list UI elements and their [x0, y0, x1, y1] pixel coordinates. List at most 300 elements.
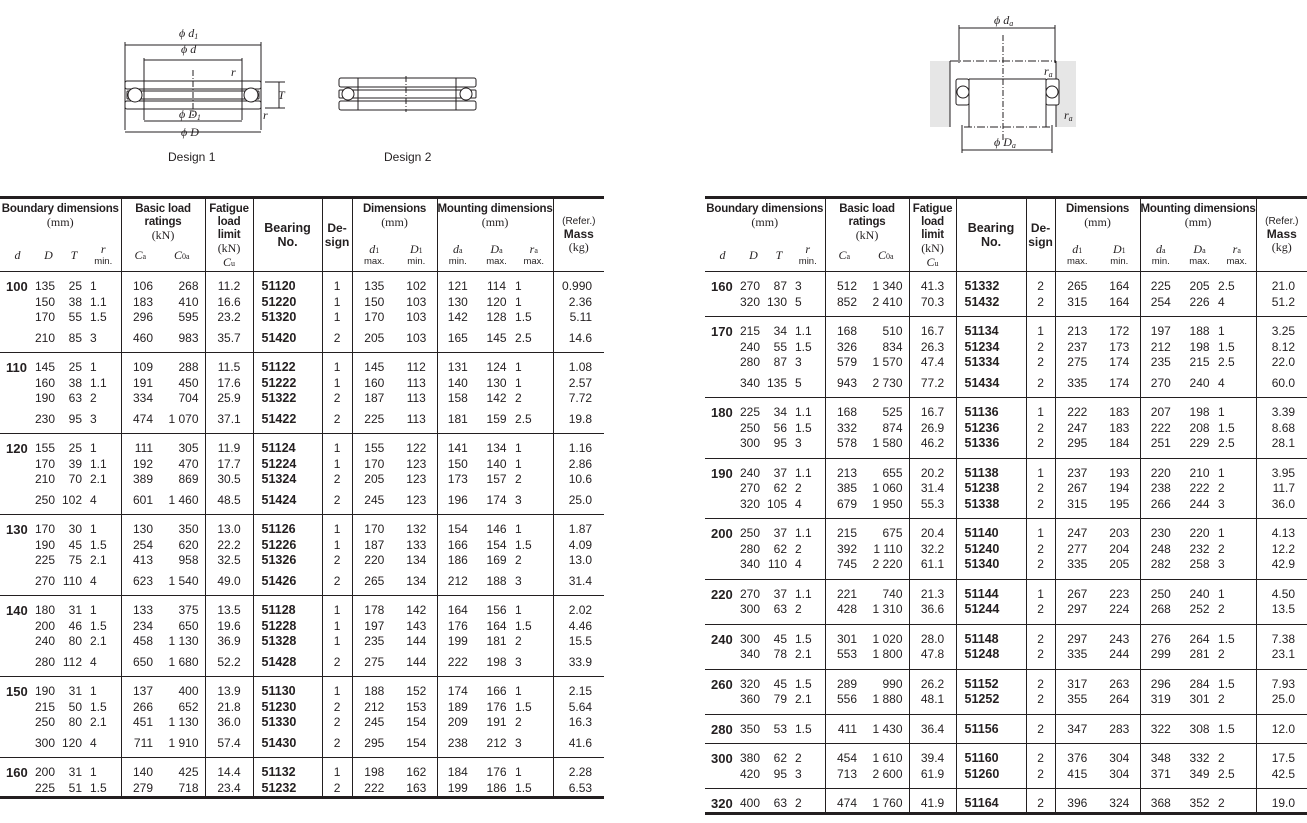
cell-da: 142 — [447, 310, 468, 324]
header-ra-sub: a — [534, 246, 538, 255]
cell-design: 2 — [322, 569, 352, 596]
cell-C0a: 1 760 — [863, 789, 909, 814]
cell-d: 120 — [6, 441, 28, 456]
cell-C0a: 425 — [159, 758, 205, 781]
cell-D1: 164 — [1099, 295, 1140, 317]
cell-Cu: 57.4 — [205, 731, 253, 758]
cell-Ca: 215 — [837, 526, 858, 540]
cell-Cu: 13.9 — [205, 677, 253, 700]
cell-Da: 229 — [1181, 436, 1218, 458]
cell-mass: 13.0 — [568, 553, 593, 567]
cell-design: 2 — [1026, 669, 1055, 692]
cell-mass: 7.72 — [568, 391, 593, 405]
table-row — [705, 519, 1307, 542]
cell-mass: 51.2 — [1256, 295, 1307, 317]
cell-T: 62 — [773, 481, 787, 495]
cell-ra: 2 — [1218, 481, 1256, 497]
header-mounting: Mounting dimensions — [1140, 203, 1256, 215]
cell-bearing-no: 51430 — [253, 731, 322, 758]
cell-d: 160 — [711, 279, 733, 294]
cell-d — [0, 488, 35, 515]
d-label: ϕ d — [181, 42, 197, 56]
cell-C0a: 1 570 — [863, 355, 909, 371]
cell-T: 31 — [68, 684, 82, 698]
cell-D1: 205 — [1099, 557, 1140, 579]
cell-bearing-no: 51336 — [956, 436, 1026, 458]
cell-D1: 154 — [396, 731, 437, 758]
cell-design: 1 — [322, 376, 352, 392]
cell-D1: 204 — [1099, 542, 1140, 558]
cell-T: 70 — [68, 472, 82, 486]
cell-mass: 19.8 — [553, 407, 604, 434]
cell-design: 1 — [322, 596, 352, 619]
cell-d — [705, 421, 740, 437]
cell-r: 2.1 — [86, 634, 121, 650]
cell-da: 251 — [1140, 436, 1181, 458]
cell-r: 1 — [86, 515, 121, 538]
cell-r: 5 — [791, 295, 825, 317]
cell-D: 280 — [740, 355, 761, 369]
cell-bearing-no: 51238 — [956, 481, 1026, 497]
cell-D1: 195 — [1099, 497, 1140, 519]
header-T: T — [62, 242, 86, 272]
cell-d — [0, 634, 35, 650]
cell-bearing-no: 51422 — [253, 407, 322, 434]
cell-d: 160 — [6, 765, 28, 780]
table-row — [0, 353, 604, 376]
cell-T: 25 — [68, 279, 82, 293]
cell-design: 2 — [1026, 481, 1055, 497]
cell-design: 2 — [322, 715, 352, 731]
cell-r: 4 — [791, 557, 825, 579]
cell-Ca: 679 — [825, 497, 863, 519]
cell-d — [0, 326, 35, 353]
cell-da: 348 — [1150, 751, 1171, 765]
cell-Da: 240 — [1189, 586, 1210, 601]
cell-Da: 134 — [486, 441, 507, 455]
cell-d1: 396 — [1055, 789, 1099, 814]
cell-D1: 173 — [1099, 340, 1140, 356]
table-row — [705, 602, 1307, 624]
cell-D: 250 — [740, 526, 761, 540]
cell-Da: 176 — [486, 699, 507, 714]
cell-ra: 1 — [1218, 458, 1256, 481]
cell-ra: 2.5 — [1218, 355, 1256, 371]
bearing-design2-drawing-icon — [338, 76, 478, 112]
cell-d — [705, 557, 740, 579]
cell-da: 254 — [1140, 295, 1181, 317]
cell-r: 1 — [86, 596, 121, 619]
cell-d1: 145 — [364, 360, 385, 374]
header-r: r — [805, 242, 811, 256]
cell-design: 2 — [1026, 744, 1055, 767]
cell-ra: 3 — [1218, 497, 1256, 519]
cell-d1: 212 — [364, 699, 385, 714]
cell-Ca: 279 — [121, 781, 159, 798]
cell-mass: 17.5 — [1271, 751, 1296, 765]
cell-T: 30 — [68, 522, 82, 536]
cell-Da: 308 — [1181, 714, 1218, 744]
cell-mass: 42.5 — [1256, 767, 1307, 789]
table-row — [0, 700, 604, 716]
cell-D1: 304 — [1099, 767, 1140, 789]
header-boundary-unit: (mm) — [751, 215, 779, 229]
cell-C0a: 2 220 — [863, 557, 909, 579]
cell-Da: 226 — [1181, 295, 1218, 317]
cell-D: 170 — [35, 310, 56, 324]
cell-C0a: 834 — [863, 340, 909, 356]
cell-mass: 5.11 — [569, 310, 593, 324]
cell-ra: 2.5 — [515, 407, 553, 434]
cell-Ca: 385 — [837, 481, 858, 495]
cell-r: 1.1 — [791, 519, 825, 542]
cell-D: 300 — [740, 436, 767, 458]
header-Da-sub: a — [499, 246, 503, 255]
cell-Cu: 35.7 — [205, 326, 253, 353]
cell-D1: 134 — [396, 569, 437, 596]
cell-Ca: 578 — [825, 436, 863, 458]
cell-d: 130 — [6, 522, 28, 537]
cell-d — [705, 647, 740, 669]
cell-T: 78 — [767, 647, 791, 669]
cell-Da: 142 — [486, 391, 507, 405]
cell-ra: 2.5 — [1218, 767, 1256, 789]
cell-ra: 1.5 — [515, 781, 553, 798]
cell-mass: 22.0 — [1271, 355, 1296, 369]
cell-r: 1.5 — [86, 700, 121, 716]
cell-d — [0, 731, 35, 758]
cell-r: 2 — [791, 542, 825, 558]
cell-Da: 232 — [1189, 541, 1210, 556]
cell-T: 87 — [773, 279, 787, 293]
cell-d — [705, 436, 740, 458]
cell-bearing-no: 51164 — [956, 789, 1026, 814]
cell-r: 1.5 — [791, 669, 825, 692]
cell-D1: 183 — [1099, 421, 1140, 437]
header-r-lim: min. — [798, 256, 817, 267]
cell-da: 268 — [1140, 602, 1181, 624]
cell-D: 210 — [35, 472, 56, 486]
header-d1-lim: max. — [363, 256, 385, 267]
cell-C0a: 704 — [159, 391, 205, 407]
cell-T: 25 — [68, 360, 82, 374]
cell-D: 240 — [740, 339, 761, 354]
cell-C0a: 1 130 — [159, 634, 205, 650]
cell-C0a: 655 — [863, 458, 909, 481]
header-d1-lim: max. — [1066, 256, 1088, 267]
cell-Ca: 579 — [837, 355, 858, 369]
cell-Ca: 454 — [837, 751, 858, 765]
cell-ra: 2.5 — [515, 326, 553, 353]
header-Da-sub: a — [1202, 246, 1206, 255]
cell-D: 170 — [35, 522, 56, 536]
cell-D: 225 — [35, 553, 56, 567]
cell-d1: 315 — [1055, 497, 1099, 519]
cell-C0a: 1 950 — [863, 497, 909, 519]
cell-d1: 265 — [352, 569, 396, 596]
cell-Cu: 48.1 — [909, 692, 956, 714]
cell-D: 225 — [35, 781, 62, 798]
cell-Ca: 556 — [825, 692, 863, 714]
cell-D: 240 — [740, 465, 761, 480]
cell-Ca: 713 — [825, 767, 863, 789]
cell-r: 2 — [791, 744, 825, 767]
cell-d1: 197 — [364, 618, 385, 633]
cell-design: 2 — [322, 407, 352, 434]
cell-da: 319 — [1140, 692, 1181, 714]
cell-Ca: 296 — [133, 310, 154, 324]
cell-mass: 7.93 — [1271, 676, 1296, 691]
cell-Da: 220 — [1189, 526, 1210, 540]
cell-bearing-no: 51234 — [956, 340, 1026, 356]
cell-C0a: 1 910 — [159, 731, 205, 758]
cell-r: 2 — [791, 602, 825, 624]
cell-d1: 170 — [364, 456, 385, 471]
cell-r: 4 — [86, 569, 121, 596]
cell-Ca: 109 — [133, 360, 154, 374]
cell-r: 5 — [791, 371, 825, 398]
cell-Da: 157 — [486, 472, 507, 486]
cell-design: 1 — [322, 457, 352, 473]
cell-bearing-no: 51334 — [956, 355, 1026, 371]
cell-bearing-no: 51320 — [253, 310, 322, 326]
cell-T: 51 — [62, 781, 86, 798]
cell-design: 2 — [1026, 692, 1055, 714]
cell-D: 250 — [35, 488, 62, 515]
cell-Da: 222 — [1189, 481, 1210, 495]
cell-mass: 31.4 — [553, 569, 604, 596]
cell-mass: 1.08 — [568, 360, 593, 374]
cell-T: 37 — [773, 526, 787, 540]
table-row — [0, 434, 604, 457]
cell-r: 3 — [791, 272, 825, 295]
cell-Cu: 70.3 — [909, 295, 956, 317]
cell-d1: 267 — [1067, 481, 1088, 495]
cell-Cu: 36.0 — [205, 715, 253, 731]
cell-mass: 42.9 — [1256, 557, 1307, 579]
cell-bearing-no: 51124 — [253, 434, 322, 457]
cell-d: 180 — [711, 405, 733, 420]
cell-ra: 1 — [515, 295, 553, 311]
table-header — [0, 198, 604, 272]
cell-design: 2 — [1026, 557, 1055, 579]
cell-D: 350 — [740, 714, 767, 744]
header-fatigue-unit: (kN) — [217, 241, 241, 255]
cell-D: 155 — [35, 441, 56, 455]
cell-r: 1.5 — [791, 421, 825, 437]
cell-ra: 1 — [515, 272, 553, 295]
ra-bottom-label: ra — [1064, 108, 1073, 123]
cell-Da: 130 — [486, 375, 507, 390]
cell-Da: 332 — [1189, 751, 1210, 765]
header-d: d — [0, 242, 35, 272]
header-boundary: Boundary dimensions — [706, 203, 824, 215]
cell-Ca: 460 — [121, 326, 159, 353]
cell-ra: 2.5 — [1218, 272, 1256, 295]
cell-ra: 1.5 — [1218, 421, 1256, 437]
cell-d: 260 — [711, 676, 733, 692]
cell-D1: 123 — [396, 488, 437, 515]
cell-d1: 297 — [1055, 602, 1099, 624]
cell-D1: 172 — [1099, 317, 1140, 340]
cell-d — [705, 497, 740, 519]
cell-bearing-no: 51322 — [253, 391, 322, 407]
table-row — [705, 497, 1307, 519]
cell-D: 420 — [740, 767, 767, 789]
cell-d1: 155 — [364, 441, 385, 455]
cell-da: 173 — [447, 472, 468, 486]
cell-Ca: 106 — [133, 279, 154, 293]
cell-da: 131 — [447, 360, 468, 374]
cell-mass: 12.0 — [1256, 714, 1307, 744]
cell-ra: 2 — [515, 634, 553, 650]
cell-d — [705, 542, 740, 558]
cell-mass: 2.86 — [568, 456, 593, 471]
cell-Ca: 943 — [825, 371, 863, 398]
cell-Da: 124 — [486, 360, 507, 374]
cell-d — [705, 295, 740, 317]
cell-Da: 114 — [486, 279, 507, 293]
cell-T: 31 — [68, 765, 82, 779]
header-bearing-no: Bearing No. — [967, 221, 1015, 249]
cell-T: 102 — [62, 488, 86, 515]
cell-Cu: 21.8 — [205, 700, 253, 716]
cell-D: 145 — [35, 360, 56, 374]
cell-D: 270 — [740, 481, 761, 495]
cell-mass: 15.5 — [568, 634, 593, 648]
header-D1: D — [409, 242, 419, 256]
cell-D: 250 — [35, 715, 56, 729]
cell-Da: 281 — [1181, 647, 1218, 669]
cell-d: 140 — [6, 603, 28, 618]
cell-D1: 174 — [1099, 355, 1140, 371]
table-header — [705, 198, 1307, 272]
cell-bearing-no: 51240 — [956, 542, 1026, 558]
cell-T: 39 — [68, 456, 82, 471]
table-row — [0, 569, 604, 596]
cell-T: 37 — [773, 586, 787, 601]
r-top-label: r — [231, 65, 236, 79]
table-row — [705, 436, 1307, 458]
cell-design: 1 — [322, 434, 352, 457]
cell-da: 212 — [1150, 339, 1171, 354]
cell-design: 2 — [322, 391, 352, 407]
cell-da: 207 — [1150, 405, 1171, 419]
cell-bearing-no: 51226 — [253, 538, 322, 554]
cell-C0a: 288 — [159, 353, 205, 376]
cell-d — [0, 781, 35, 798]
cell-ra: 1 — [1218, 398, 1256, 421]
cell-C0a: 1 580 — [863, 436, 909, 458]
cell-ra: 3 — [515, 731, 553, 758]
cell-design: 2 — [322, 700, 352, 716]
cell-ra: 1 — [1218, 519, 1256, 542]
table-row — [0, 650, 604, 677]
cell-d1: 355 — [1055, 692, 1099, 714]
T-label: T — [278, 88, 285, 102]
cell-d: 280 — [705, 714, 740, 744]
cell-mass: 3.25 — [1271, 324, 1296, 338]
cell-Cu: 47.8 — [909, 647, 956, 669]
table-row — [0, 596, 604, 619]
header-load-unit: (kN) — [855, 228, 879, 242]
header-Ca-sub: a — [846, 252, 851, 261]
cell-C0a: 400 — [159, 677, 205, 700]
cell-D1: 194 — [1099, 481, 1140, 497]
cell-d: 190 — [711, 465, 733, 481]
cell-ra: 3 — [515, 569, 553, 596]
cell-ra: 2 — [1218, 692, 1256, 714]
cell-ra: 1 — [515, 677, 553, 700]
header-r-lim: min. — [94, 256, 113, 267]
cell-Da: 244 — [1181, 497, 1218, 519]
cell-d — [0, 619, 35, 635]
cell-design: 1 — [1026, 519, 1055, 542]
header-Da-lim: max. — [1189, 256, 1210, 267]
header-C0a-sub: 0a — [886, 252, 894, 261]
cell-r: 1.1 — [791, 317, 825, 340]
mounting-figure — [928, 15, 1078, 155]
table-row — [0, 407, 604, 434]
cell-C0a: 2 410 — [863, 295, 909, 317]
cell-D: 270 — [740, 279, 761, 293]
cell-Da: 191 — [486, 715, 507, 729]
cell-r: 2.1 — [86, 715, 121, 731]
cell-ra: 2 — [515, 391, 553, 407]
cell-Da: 198 — [1189, 405, 1210, 419]
cell-Cu: 48.5 — [205, 488, 253, 515]
cell-Ca: 553 — [825, 647, 863, 669]
cell-d: 240 — [711, 631, 733, 647]
cell-r: 2 — [86, 391, 121, 407]
header-Da: D — [1193, 242, 1203, 256]
cell-r: 1.1 — [791, 579, 825, 602]
cell-D: 360 — [740, 692, 767, 714]
table-row — [705, 398, 1307, 421]
cell-r: 4 — [86, 650, 121, 677]
cell-design: 2 — [1026, 355, 1055, 371]
cell-Cu: 14.4 — [205, 758, 253, 781]
cell-Cu: 31.4 — [909, 481, 956, 497]
cell-d1: 277 — [1067, 541, 1088, 556]
cell-C0a: 1 880 — [863, 692, 909, 714]
cell-bearing-no: 51138 — [956, 458, 1026, 481]
cell-Ca: 413 — [133, 553, 154, 567]
cell-D1: 123 — [396, 472, 437, 488]
da-label: ϕ da — [994, 15, 1014, 28]
cell-T: 25 — [68, 441, 82, 455]
cell-mass: 33.9 — [553, 650, 604, 677]
table-row — [0, 376, 604, 392]
cell-Cu: 37.1 — [205, 407, 253, 434]
cell-mass: 36.0 — [1256, 497, 1307, 519]
table-row — [0, 457, 604, 473]
cell-Ca: 266 — [133, 699, 154, 714]
cell-d — [705, 355, 740, 371]
cell-r: 1.1 — [86, 295, 121, 311]
cell-design: 2 — [1026, 371, 1055, 398]
cell-Da: 159 — [478, 407, 515, 434]
cell-D1: 164 — [1099, 272, 1140, 295]
cell-D1: 174 — [1099, 371, 1140, 398]
cell-d: 150 — [6, 684, 28, 699]
cell-ra: 2 — [1218, 602, 1256, 624]
cell-ra: 1 — [1218, 579, 1256, 602]
cell-bearing-no: 51340 — [956, 557, 1026, 579]
header-design-1: De- — [1030, 221, 1051, 235]
cell-design: 1 — [322, 619, 352, 635]
header-d1-sub: 1 — [1078, 246, 1083, 255]
